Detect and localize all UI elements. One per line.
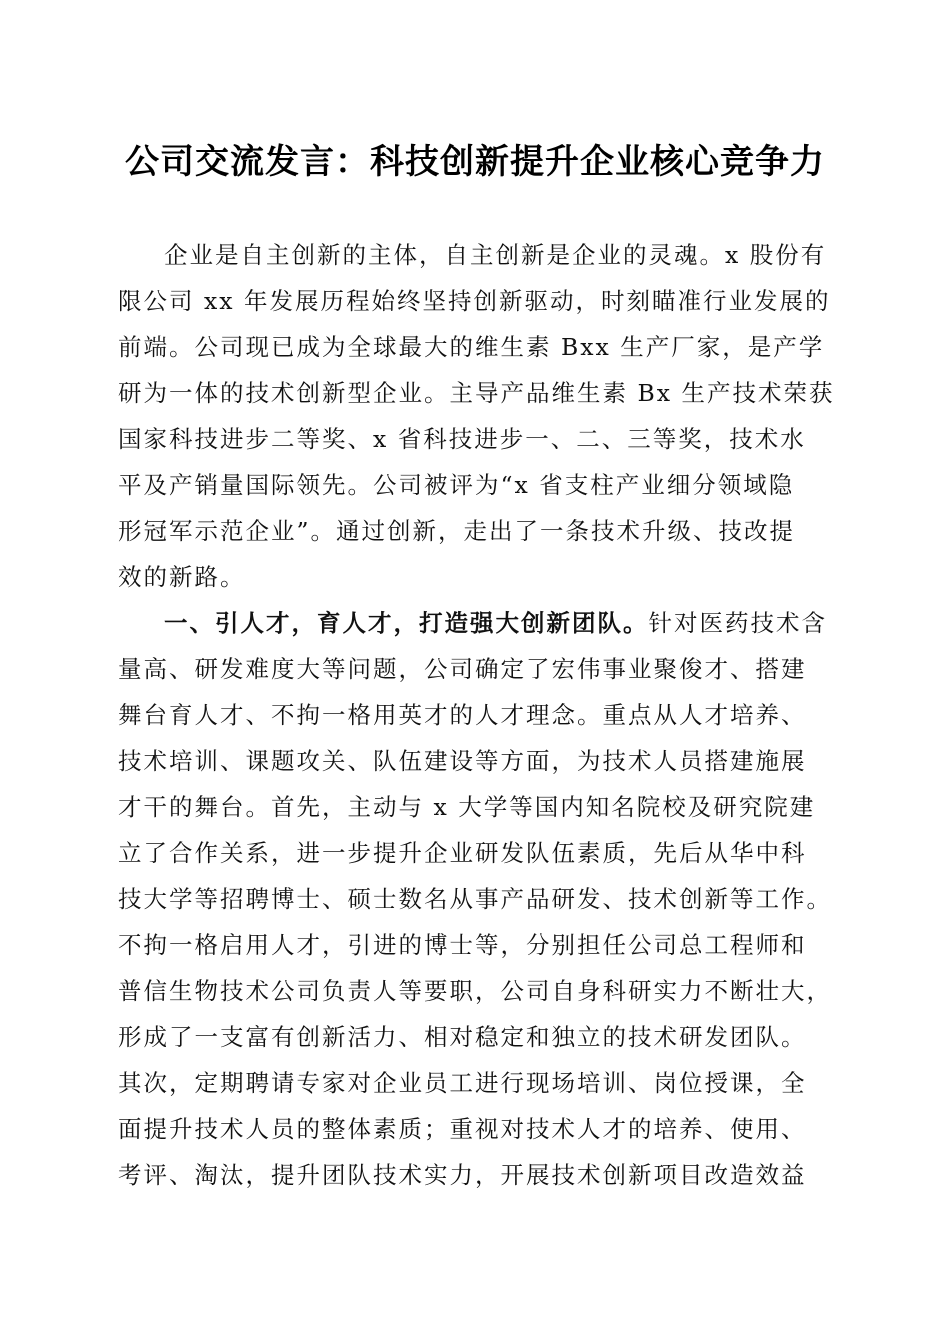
paragraph-line: 不拘一格启用人才，引进的博士等，分别担任公司总工程师和	[118, 931, 807, 959]
paragraph-line: 面提升技术人员的整体素质；重视对技术人才的培养、使用、	[118, 1115, 807, 1143]
paragraph-line: 前端。公司现已成为全球最大的维生素 Bxx 生产厂家，是产学	[118, 333, 825, 361]
paragraph-line: 量高、研发难度大等问题，公司确定了宏伟事业聚俊才、搭建	[118, 655, 807, 683]
paragraph-line: 才干的舞台。首先，主动与 x 大学等国内知名院校及研究院建	[118, 793, 816, 821]
paragraph-line: 企业是自主创新的主体，自主创新是企业的灵魂。x 股份有	[164, 241, 827, 269]
section-heading: 一、引人才，育人才，打造强大创新团队。	[164, 609, 649, 637]
paragraph-line: 效的新路。	[118, 563, 246, 591]
paragraph-line: 研为一体的技术创新型企业。主导产品维生素 Bx 生产技术荣获	[118, 379, 835, 407]
paragraph-line: 限公司 xx 年发展历程始终坚持创新驱动，时刻瞄准行业发展的	[118, 287, 831, 315]
document-title: 公司交流发言：科技创新提升企业核心竞争力	[125, 142, 825, 182]
paragraph-line: 立了合作关系，进一步提升企业研发队伍素质，先后从华中科	[118, 839, 807, 867]
section-heading-line	[118, 600, 828, 646]
paragraph-line: 普信生物技术公司负责人等要职，公司自身科研实力不断壮大，	[118, 977, 832, 1005]
paragraph-line: 技术培训、课题攻关、队伍建设等方面，为技术人员搭建施展	[118, 747, 807, 775]
paragraph-line: 技大学等招聘博士、硕士数名从事产品研发、技术创新等工作。	[118, 885, 832, 913]
paragraph-line: 形成了一支富有创新活力、相对稳定和独立的技术研发团队。	[118, 1023, 807, 1051]
section-text: 针对医药技术含	[648, 609, 827, 637]
paragraph-line: 其次，定期聘请专家对企业员工进行现场培训、岗位授课，全	[118, 1069, 807, 1097]
paragraph-line: 考评、淘汰，提升团队技术实力，开展技术创新项目改造效益	[118, 1161, 807, 1189]
document-body	[118, 232, 835, 1198]
paragraph-line: 舞台育人才、不拘一格用英才的人才理念。重点从人才培养、	[118, 701, 807, 729]
paragraph-line: 国家科技进步二等奖、x 省科技进步一、二、三等奖，技术水	[118, 425, 806, 453]
paragraph-line: 形冠军示范企业”。通过创新，走出了一条技术升级、技改提	[118, 517, 796, 545]
paragraph-line: 平及产销量国际领先。公司被评为“x 省支柱产业细分领域隐	[118, 471, 795, 499]
